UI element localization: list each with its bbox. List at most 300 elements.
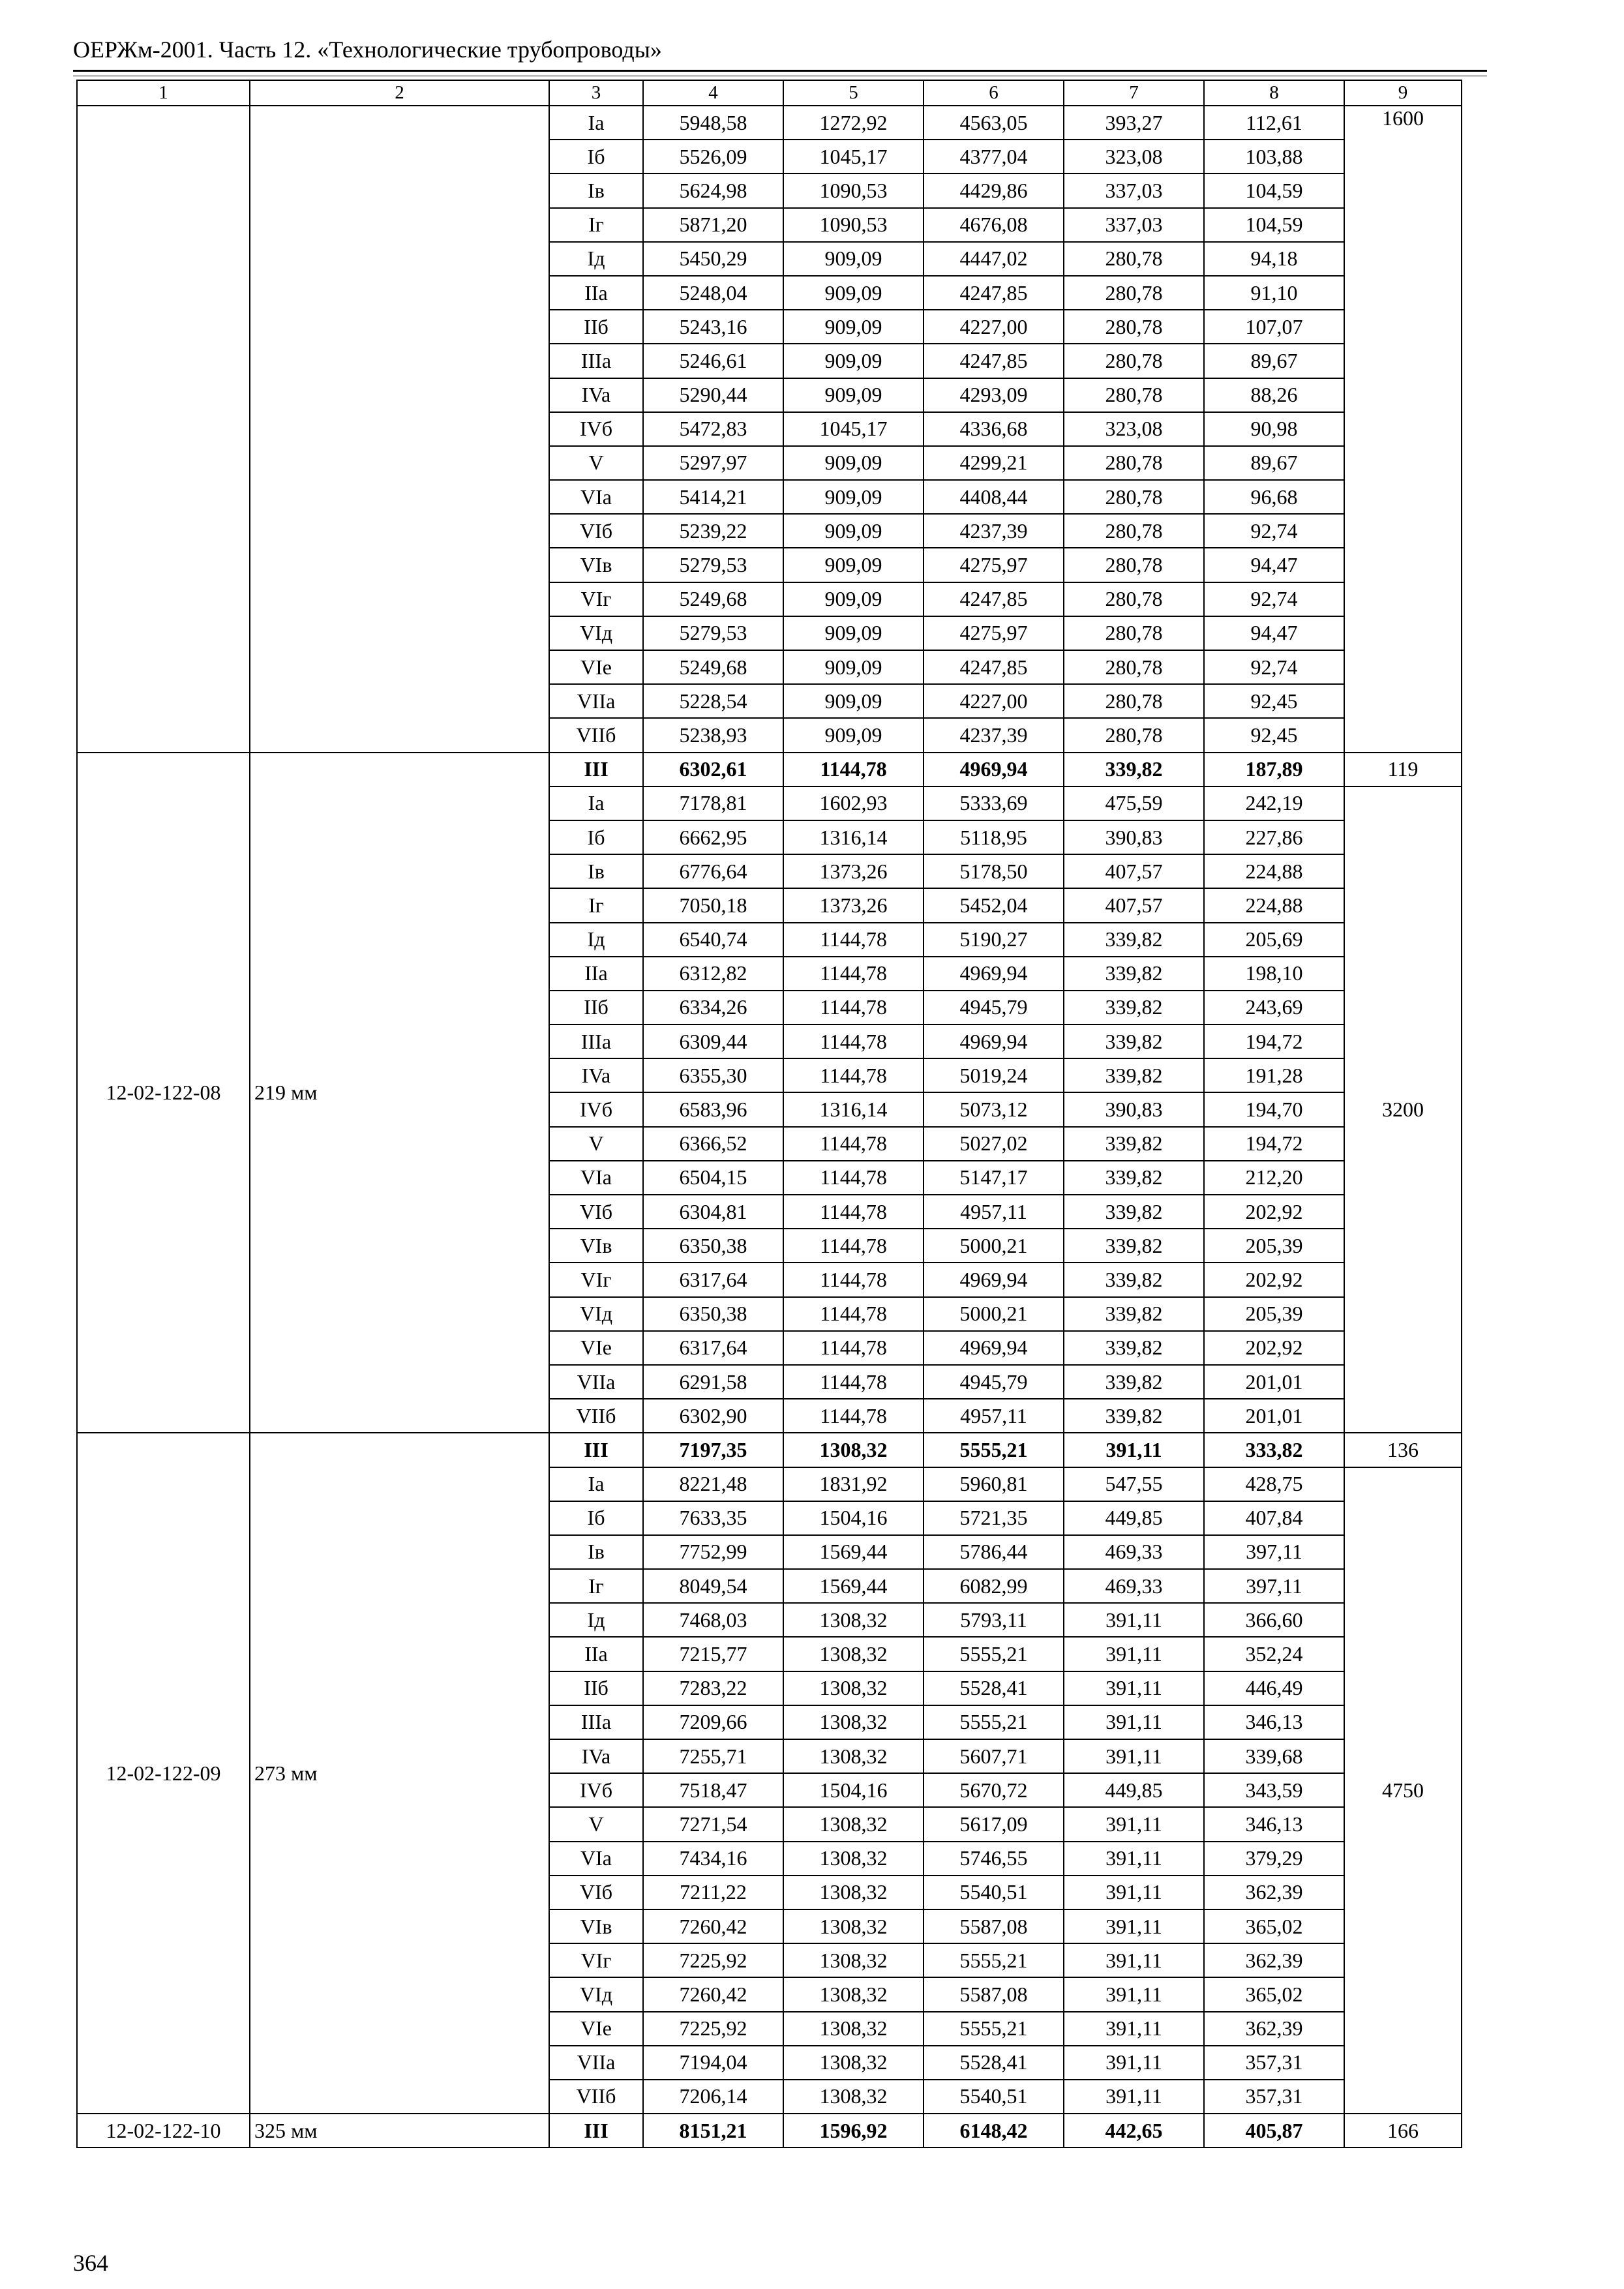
rate-code: 12-02-122-09	[77, 1433, 250, 2114]
coefficient-group: III	[549, 753, 643, 786]
column-number: 5	[783, 80, 924, 106]
value-cell: 7225,92	[643, 2012, 783, 2046]
value-cell: 8221,48	[643, 1467, 783, 1501]
value-cell: 1090,53	[783, 208, 924, 242]
coefficient-group: VIa	[549, 1842, 643, 1876]
value-cell: 1144,78	[783, 1229, 924, 1263]
value-cell: 4237,39	[924, 718, 1064, 752]
value-cell: 339,82	[1064, 1365, 1204, 1399]
value-cell: 280,78	[1064, 446, 1204, 480]
value-cell: 1045,17	[783, 140, 924, 173]
value-cell: 339,82	[1064, 1025, 1204, 1058]
value-cell: 391,11	[1064, 1807, 1204, 1841]
value-cell: 4237,39	[924, 514, 1064, 548]
value-cell: 4969,94	[924, 957, 1064, 991]
value-cell: 7197,35	[643, 1433, 783, 1467]
value-cell: 407,84	[1204, 1501, 1344, 1535]
coefficient-group: VIг	[549, 582, 643, 616]
value-cell: 909,09	[783, 378, 924, 412]
value-cell: 5243,16	[643, 310, 783, 344]
value-cell: 391,11	[1064, 1739, 1204, 1773]
value-cell: 446,49	[1204, 1671, 1344, 1705]
coefficient-group: Ia	[549, 106, 643, 140]
value-cell: 1504,16	[783, 1773, 924, 1807]
coefficient-group: VIб	[549, 1195, 643, 1229]
coefficient-group: Ia	[549, 786, 643, 820]
coefficient-group: Iг	[549, 1569, 643, 1603]
rate-code: 12-02-122-10	[77, 2114, 250, 2147]
value-cell: 909,09	[783, 446, 924, 480]
value-cell: 1090,53	[783, 173, 924, 207]
rate-code	[77, 106, 250, 753]
value-cell: 397,11	[1204, 1569, 1344, 1603]
coefficient-group: IIIa	[549, 1025, 643, 1058]
value-cell: 4247,85	[924, 650, 1064, 684]
value-cell: 909,09	[783, 480, 924, 514]
value-cell: 1144,78	[783, 1263, 924, 1296]
value-cell: 5238,93	[643, 718, 783, 752]
value-cell: 339,68	[1204, 1739, 1344, 1773]
value-cell: 391,11	[1064, 1637, 1204, 1671]
column-number: 3	[549, 80, 643, 106]
value-cell: 242,19	[1204, 786, 1344, 820]
value-cell: 103,88	[1204, 140, 1344, 173]
column-number: 4	[643, 80, 783, 106]
value-cell: 339,82	[1064, 753, 1204, 786]
value-cell: 323,08	[1064, 140, 1204, 173]
value-cell: 198,10	[1204, 957, 1344, 991]
value-cell: 7255,71	[643, 1739, 783, 1773]
value-cell: 5617,09	[924, 1807, 1064, 1841]
value-cell: 5000,21	[924, 1297, 1064, 1331]
value-cell: 449,85	[1064, 1773, 1204, 1807]
coefficient-group: III	[549, 2114, 643, 2147]
value-cell: 1308,32	[783, 1637, 924, 1671]
value-cell: 7283,22	[643, 1671, 783, 1705]
coefficient-group: V	[549, 1807, 643, 1841]
value-cell: 7752,99	[643, 1535, 783, 1569]
col9-value: 1600	[1344, 106, 1462, 753]
value-cell: 5246,61	[643, 344, 783, 378]
table-row-main	[77, 1433, 1462, 1467]
value-cell: 339,82	[1064, 1058, 1204, 1092]
pipe-diameter: 325 мм	[250, 2114, 549, 2147]
coefficient-group: VIб	[549, 1876, 643, 1909]
coefficient-group: IVб	[549, 1773, 643, 1807]
column-number: 2	[250, 80, 549, 106]
value-cell: 1316,14	[783, 1092, 924, 1126]
value-cell: 280,78	[1064, 242, 1204, 276]
value-cell: 94,47	[1204, 616, 1344, 650]
value-cell: 104,59	[1204, 208, 1344, 242]
value-cell: 1045,17	[783, 412, 924, 446]
value-cell: 339,82	[1064, 991, 1204, 1025]
value-cell: 5555,21	[924, 1705, 1064, 1739]
value-cell: 4275,97	[924, 616, 1064, 650]
value-cell: 323,08	[1064, 412, 1204, 446]
value-cell: 7178,81	[643, 786, 783, 820]
value-cell: 1144,78	[783, 1127, 924, 1161]
value-cell: 6291,58	[643, 1365, 783, 1399]
value-cell: 212,20	[1204, 1161, 1344, 1195]
value-cell: 5450,29	[643, 242, 783, 276]
value-cell: 346,13	[1204, 1705, 1344, 1739]
value-cell: 366,60	[1204, 1603, 1344, 1637]
value-cell: 6302,61	[643, 753, 783, 786]
value-cell: 280,78	[1064, 684, 1204, 718]
value-cell: 7194,04	[643, 2046, 783, 2080]
value-cell: 1504,16	[783, 1501, 924, 1535]
value-cell: 1144,78	[783, 1297, 924, 1331]
value-cell: 280,78	[1064, 582, 1204, 616]
column-number: 1	[77, 80, 250, 106]
coefficient-group: Iд	[549, 923, 643, 957]
coefficient-group: Iб	[549, 820, 643, 854]
value-cell: 337,03	[1064, 208, 1204, 242]
coefficient-group: Iв	[549, 854, 643, 888]
value-cell: 1308,32	[783, 1433, 924, 1467]
value-cell: 5333,69	[924, 786, 1064, 820]
value-cell: 346,13	[1204, 1807, 1344, 1841]
value-cell: 205,39	[1204, 1229, 1344, 1263]
value-cell: 6355,30	[643, 1058, 783, 1092]
value-cell: 1308,32	[783, 1705, 924, 1739]
value-cell: 5472,83	[643, 412, 783, 446]
coefficient-group: VIг	[549, 1263, 643, 1296]
value-cell: 92,74	[1204, 514, 1344, 548]
value-cell: 7271,54	[643, 1807, 783, 1841]
value-cell: 5528,41	[924, 1671, 1064, 1705]
value-cell: 339,82	[1064, 1331, 1204, 1365]
value-cell: 6776,64	[643, 854, 783, 888]
value-cell: 5118,95	[924, 820, 1064, 854]
value-cell: 280,78	[1064, 548, 1204, 582]
value-cell: 339,82	[1064, 1229, 1204, 1263]
value-cell: 6082,99	[924, 1569, 1064, 1603]
column-numbers-row	[77, 80, 1462, 106]
coefficient-group: IIб	[549, 991, 643, 1025]
coefficient-group: Iд	[549, 1603, 643, 1637]
value-cell: 391,11	[1064, 1603, 1204, 1637]
value-cell: 5555,21	[924, 1943, 1064, 1977]
value-cell: 365,02	[1204, 1909, 1344, 1943]
value-cell: 5528,41	[924, 2046, 1064, 2080]
coefficient-group: IVa	[549, 1058, 643, 1092]
value-cell: 5871,20	[643, 208, 783, 242]
value-cell: 92,45	[1204, 684, 1344, 718]
coefficient-group: Ia	[549, 1467, 643, 1501]
value-cell: 4247,85	[924, 276, 1064, 310]
value-cell: 6312,82	[643, 957, 783, 991]
value-cell: 469,33	[1064, 1569, 1204, 1603]
value-cell: 4227,00	[924, 684, 1064, 718]
value-cell: 8049,54	[643, 1569, 783, 1603]
coefficient-group: VIв	[549, 1229, 643, 1263]
value-cell: 5019,24	[924, 1058, 1064, 1092]
value-cell: 5027,02	[924, 1127, 1064, 1161]
value-cell: 5960,81	[924, 1467, 1064, 1501]
coefficient-group: VIб	[549, 514, 643, 548]
coefficient-group: VIд	[549, 1297, 643, 1331]
coefficient-group: Iг	[549, 888, 643, 922]
value-cell: 6334,26	[643, 991, 783, 1025]
value-cell: 5452,04	[924, 888, 1064, 922]
value-cell: 1308,32	[783, 1842, 924, 1876]
value-cell: 4336,68	[924, 412, 1064, 446]
value-cell: 339,82	[1064, 1127, 1204, 1161]
coefficient-group: Iв	[549, 1535, 643, 1569]
value-cell: 362,39	[1204, 2012, 1344, 2046]
value-cell: 4945,79	[924, 1365, 1064, 1399]
value-cell: 362,39	[1204, 1943, 1344, 1977]
value-cell: 5178,50	[924, 854, 1064, 888]
value-cell: 339,82	[1064, 1161, 1204, 1195]
value-cell: 339,82	[1064, 1263, 1204, 1296]
rate-code: 12-02-122-08	[77, 753, 250, 1433]
column-number: 7	[1064, 80, 1204, 106]
coefficient-group: IIб	[549, 1671, 643, 1705]
value-cell: 343,59	[1204, 1773, 1344, 1807]
value-cell: 909,09	[783, 650, 924, 684]
value-cell: 393,27	[1064, 106, 1204, 140]
value-cell: 1308,32	[783, 1603, 924, 1637]
value-cell: 6540,74	[643, 923, 783, 957]
value-cell: 391,11	[1064, 1876, 1204, 1909]
coefficient-group: VIIб	[549, 2080, 643, 2114]
value-cell: 391,11	[1064, 1671, 1204, 1705]
value-cell: 202,92	[1204, 1195, 1344, 1229]
coefficient-group: Iб	[549, 1501, 643, 1535]
coefficient-group: VIIб	[549, 1399, 643, 1433]
value-cell: 5239,22	[643, 514, 783, 548]
value-cell: 5526,09	[643, 140, 783, 173]
value-cell: 6583,96	[643, 1092, 783, 1126]
coefficient-group: Iд	[549, 242, 643, 276]
coefficient-group: VIa	[549, 1161, 643, 1195]
value-cell: 909,09	[783, 582, 924, 616]
value-cell: 1308,32	[783, 2080, 924, 2114]
col9-value: 166	[1344, 2114, 1462, 2147]
value-cell: 6350,38	[643, 1229, 783, 1263]
page-header: ОЕРЖм-2001. Часть 12. «Технологические трубопроводы»	[73, 37, 662, 63]
value-cell: 4969,94	[924, 753, 1064, 786]
value-cell: 442,65	[1064, 2114, 1204, 2147]
value-cell: 7225,92	[643, 1943, 783, 1977]
value-cell: 4969,94	[924, 1263, 1064, 1296]
price-table	[76, 80, 1462, 2148]
coefficient-group: IIa	[549, 276, 643, 310]
value-cell: 280,78	[1064, 344, 1204, 378]
value-cell: 428,75	[1204, 1467, 1344, 1501]
value-cell: 1144,78	[783, 1025, 924, 1058]
coefficient-group: Iг	[549, 208, 643, 242]
coefficient-group: V	[549, 446, 643, 480]
value-cell: 90,98	[1204, 412, 1344, 446]
value-cell: 333,82	[1204, 1433, 1344, 1467]
value-cell: 5793,11	[924, 1603, 1064, 1637]
value-cell: 5555,21	[924, 1637, 1064, 1671]
value-cell: 1144,78	[783, 991, 924, 1025]
value-cell: 4247,85	[924, 582, 1064, 616]
value-cell: 6302,90	[643, 1399, 783, 1433]
value-cell: 104,59	[1204, 173, 1344, 207]
value-cell: 391,11	[1064, 1909, 1204, 1943]
value-cell: 1144,78	[783, 1161, 924, 1195]
value-cell: 337,03	[1064, 173, 1204, 207]
value-cell: 1308,32	[783, 2012, 924, 2046]
value-cell: 5190,27	[924, 923, 1064, 957]
value-cell: 4957,11	[924, 1195, 1064, 1229]
value-cell: 4299,21	[924, 446, 1064, 480]
value-cell: 449,85	[1064, 1501, 1204, 1535]
value-cell: 7633,35	[643, 1501, 783, 1535]
value-cell: 909,09	[783, 684, 924, 718]
value-cell: 5414,21	[643, 480, 783, 514]
value-cell: 357,31	[1204, 2046, 1344, 2080]
value-cell: 407,57	[1064, 854, 1204, 888]
header-rule-thick	[73, 70, 1487, 72]
value-cell: 5248,04	[643, 276, 783, 310]
value-cell: 365,02	[1204, 1977, 1344, 2011]
value-cell: 391,11	[1064, 1977, 1204, 2011]
col9-value: 136	[1344, 1433, 1462, 1467]
value-cell: 4676,08	[924, 208, 1064, 242]
value-cell: 280,78	[1064, 514, 1204, 548]
value-cell: 88,26	[1204, 378, 1344, 412]
value-cell: 1308,32	[783, 1739, 924, 1773]
value-cell: 205,69	[1204, 923, 1344, 957]
value-cell: 5721,35	[924, 1501, 1064, 1535]
value-cell: 94,18	[1204, 242, 1344, 276]
value-cell: 469,33	[1064, 1535, 1204, 1569]
value-cell: 5624,98	[643, 173, 783, 207]
value-cell: 1144,78	[783, 1399, 924, 1433]
coefficient-group: VIe	[549, 1331, 643, 1365]
value-cell: 390,83	[1064, 1092, 1204, 1126]
coefficient-group: VIe	[549, 650, 643, 684]
value-cell: 5786,44	[924, 1535, 1064, 1569]
value-cell: 202,92	[1204, 1263, 1344, 1296]
value-cell: 5607,71	[924, 1739, 1064, 1773]
value-cell: 92,74	[1204, 650, 1344, 684]
value-cell: 205,39	[1204, 1297, 1344, 1331]
pipe-diameter: 273 мм	[250, 1433, 549, 2114]
value-cell: 5249,68	[643, 650, 783, 684]
value-cell: 92,45	[1204, 718, 1344, 752]
value-cell: 362,39	[1204, 1876, 1344, 1909]
value-cell: 4945,79	[924, 991, 1064, 1025]
value-cell: 5228,54	[643, 684, 783, 718]
value-cell: 1569,44	[783, 1569, 924, 1603]
value-cell: 6317,64	[643, 1263, 783, 1296]
value-cell: 5073,12	[924, 1092, 1064, 1126]
coefficient-group: IIa	[549, 1637, 643, 1671]
value-cell: 4969,94	[924, 1331, 1064, 1365]
value-cell: 7211,22	[643, 1876, 783, 1909]
value-cell: 7518,47	[643, 1773, 783, 1807]
value-cell: 7215,77	[643, 1637, 783, 1671]
value-cell: 4293,09	[924, 378, 1064, 412]
value-cell: 243,69	[1204, 991, 1344, 1025]
value-cell: 280,78	[1064, 276, 1204, 310]
coefficient-group: IIб	[549, 310, 643, 344]
coefficient-group: VIд	[549, 1977, 643, 2011]
value-cell: 1602,93	[783, 786, 924, 820]
coefficient-group: IVa	[549, 1739, 643, 1773]
coefficient-group: Iб	[549, 140, 643, 173]
value-cell: 194,72	[1204, 1127, 1344, 1161]
pipe-diameter	[250, 106, 549, 753]
value-cell: 5297,97	[643, 446, 783, 480]
coefficient-group: IVa	[549, 378, 643, 412]
table-row-main	[77, 2114, 1462, 2147]
pipe-diameter: 219 мм	[250, 753, 549, 1433]
value-cell: 201,01	[1204, 1365, 1344, 1399]
value-cell: 7468,03	[643, 1603, 783, 1637]
value-cell: 1144,78	[783, 753, 924, 786]
value-cell: 909,09	[783, 242, 924, 276]
value-cell: 92,74	[1204, 582, 1344, 616]
coefficient-group: IVб	[549, 412, 643, 446]
value-cell: 6366,52	[643, 1127, 783, 1161]
value-cell: 89,67	[1204, 446, 1344, 480]
value-cell: 1144,78	[783, 1331, 924, 1365]
coefficient-group: III	[549, 1433, 643, 1467]
value-cell: 5555,21	[924, 2012, 1064, 2046]
value-cell: 5147,17	[924, 1161, 1064, 1195]
value-cell: 339,82	[1064, 957, 1204, 991]
value-cell: 6350,38	[643, 1297, 783, 1331]
coefficient-group: VIIa	[549, 1365, 643, 1399]
column-number: 9	[1344, 80, 1462, 106]
coefficient-group: VIIa	[549, 2046, 643, 2080]
coefficient-group: VIe	[549, 2012, 643, 2046]
table-row-main	[77, 753, 1462, 786]
value-cell: 280,78	[1064, 616, 1204, 650]
value-cell: 5290,44	[643, 378, 783, 412]
value-cell: 4408,44	[924, 480, 1064, 514]
value-cell: 390,83	[1064, 820, 1204, 854]
coefficient-group: IIa	[549, 957, 643, 991]
value-cell: 6304,81	[643, 1195, 783, 1229]
value-cell: 5279,53	[643, 616, 783, 650]
value-cell: 6148,42	[924, 2114, 1064, 2147]
value-cell: 224,88	[1204, 888, 1344, 922]
value-cell: 5249,68	[643, 582, 783, 616]
value-cell: 1144,78	[783, 957, 924, 991]
value-cell: 407,57	[1064, 888, 1204, 922]
value-cell: 1308,32	[783, 1943, 924, 1977]
value-cell: 1316,14	[783, 820, 924, 854]
coefficient-group: VIIб	[549, 718, 643, 752]
value-cell: 7206,14	[643, 2080, 783, 2114]
value-cell: 909,09	[783, 276, 924, 310]
value-cell: 1308,32	[783, 1807, 924, 1841]
value-cell: 339,82	[1064, 1297, 1204, 1331]
value-cell: 280,78	[1064, 650, 1204, 684]
column-number: 8	[1204, 80, 1344, 106]
value-cell: 1373,26	[783, 888, 924, 922]
value-cell: 4563,05	[924, 106, 1064, 140]
value-cell: 1308,32	[783, 1909, 924, 1943]
coefficient-group: VIв	[549, 548, 643, 582]
value-cell: 4957,11	[924, 1399, 1064, 1433]
value-cell: 280,78	[1064, 718, 1204, 752]
value-cell: 6504,15	[643, 1161, 783, 1195]
value-cell: 4969,94	[924, 1025, 1064, 1058]
coefficient-group: IIIa	[549, 344, 643, 378]
coefficient-group: VIг	[549, 1943, 643, 1977]
